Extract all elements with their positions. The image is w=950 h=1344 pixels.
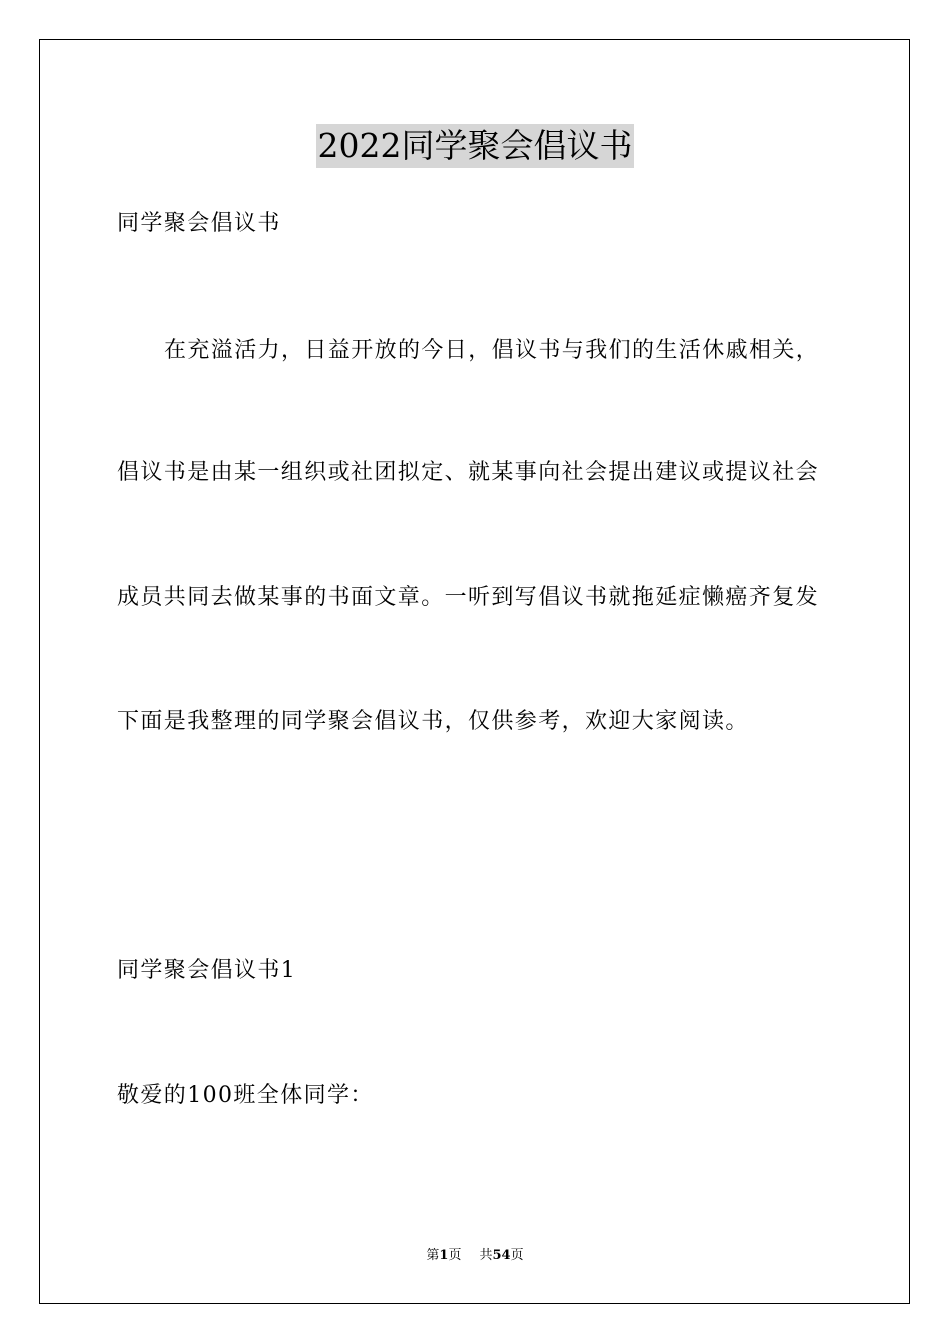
document-title: 2022同学聚会倡议书 (316, 124, 635, 168)
salutation-line: 敬爱的100班全体同学： (117, 1083, 374, 1108)
footer-total-prefix: 共 (479, 1248, 493, 1263)
footer-page-prefix: 第 (426, 1248, 440, 1263)
footer-page-number: 1 (439, 1248, 449, 1263)
footer-page-suffix: 页 (448, 1248, 462, 1263)
paragraph-line-2: 倡议书是由某一组织或社团拟定、就某事向社会提出建议或提议社会 (117, 460, 820, 485)
subtitle-line: 同学聚会倡议书 (117, 211, 281, 236)
paragraph-line-4: 下面是我整理的同学聚会倡议书，仅供参考，欢迎大家阅读。 (117, 709, 749, 734)
footer-total-suffix: 页 (510, 1248, 524, 1263)
section-heading: 同学聚会倡议书1 (117, 958, 297, 983)
paragraph-line-1: 在充溢活力，日益开放的今日，倡议书与我们的生活休戚相关， (164, 338, 820, 363)
page-footer (0, 1247, 950, 1265)
footer-total-pages: 54 (492, 1248, 511, 1263)
paragraph-line-3: 成员共同去做某事的书面文章。一听到写倡议书就拖延症懒癌齐复发 (117, 585, 820, 610)
title-container (0, 124, 950, 168)
